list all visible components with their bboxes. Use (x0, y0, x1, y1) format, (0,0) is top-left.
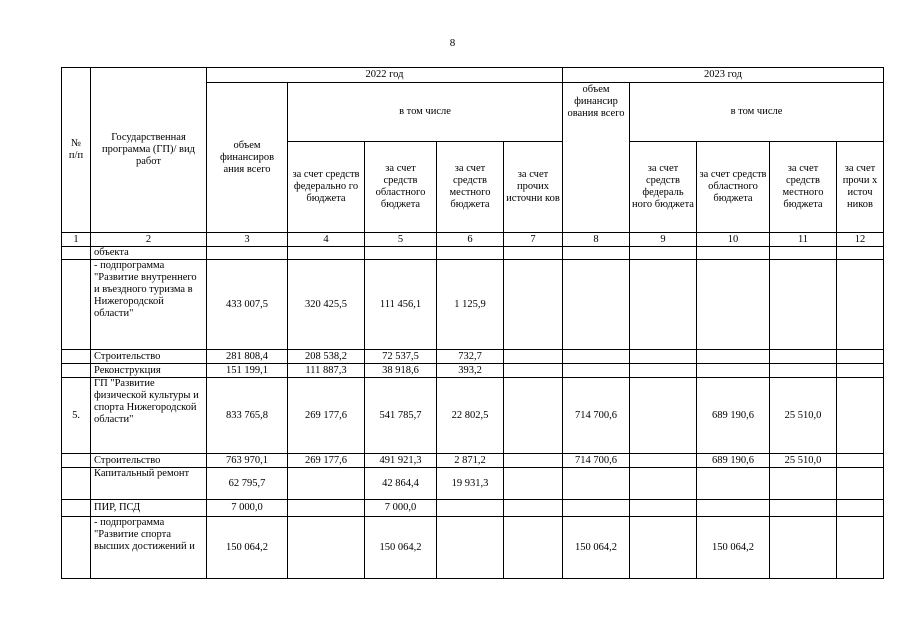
cell-regional-2022: 111 456,1 (365, 260, 437, 350)
cell-other-2023 (837, 364, 884, 378)
cell-total-2022: 151 199,1 (207, 364, 288, 378)
table-row (62, 378, 884, 454)
row-title: - подпрограмма "Развитие спорта высших достижений и (91, 517, 207, 579)
cell-local-2023 (770, 468, 837, 500)
cell-federal-2022 (288, 247, 365, 260)
cell-federal-2022 (288, 517, 365, 579)
cell-total-2023 (563, 247, 630, 260)
cell-other-2023 (837, 260, 884, 350)
cell-federal-2023 (630, 364, 697, 378)
row-num (62, 468, 91, 500)
cell-local-2022: 19 931,3 (437, 468, 504, 500)
cell-other-2023 (837, 247, 884, 260)
cell-other-2022 (504, 468, 563, 500)
cell-federal-2023 (630, 378, 697, 454)
header-year-2022: 2022 год (207, 68, 563, 83)
header-federal-2022: за счет средств федерально го бюджета (288, 142, 365, 233)
table-row (62, 364, 884, 378)
cell-total-2022: 7 000,0 (207, 500, 288, 517)
col-number: 7 (504, 233, 563, 247)
row-title: Реконструкция (91, 364, 207, 378)
cell-local-2023: 25 510,0 (770, 454, 837, 468)
row-title: Строительство (91, 454, 207, 468)
col-number: 5 (365, 233, 437, 247)
cell-federal-2023 (630, 247, 697, 260)
column-number-row (62, 233, 884, 247)
header-other-2022: за счет прочих источни ков (504, 142, 563, 233)
cell-regional-2022: 150 064,2 (365, 517, 437, 579)
cell-local-2022: 393,2 (437, 364, 504, 378)
cell-total-2023 (563, 500, 630, 517)
cell-other-2022 (504, 517, 563, 579)
header-regional-2022: за счет средств областного бюджета (365, 142, 437, 233)
table-row (62, 500, 884, 517)
table-row (62, 260, 884, 350)
cell-local-2023 (770, 247, 837, 260)
cell-local-2022 (437, 247, 504, 260)
col-number: 3 (207, 233, 288, 247)
cell-local-2022: 22 802,5 (437, 378, 504, 454)
cell-regional-2022: 491 921,3 (365, 454, 437, 468)
cell-regional-2023 (697, 500, 770, 517)
header-year-2023: 2023 год (563, 68, 884, 83)
cell-total-2023 (563, 350, 630, 364)
cell-federal-2022 (288, 468, 365, 500)
cell-regional-2023 (697, 350, 770, 364)
header-other-2023: за счет прочи х источ ников (837, 142, 884, 233)
cell-federal-2023 (630, 454, 697, 468)
header-including-2023: в том числе (630, 83, 884, 142)
cell-total-2022: 833 765,8 (207, 378, 288, 454)
cell-regional-2023 (697, 364, 770, 378)
cell-other-2022 (504, 364, 563, 378)
row-num (62, 247, 91, 260)
cell-federal-2023 (630, 350, 697, 364)
cell-regional-2023 (697, 468, 770, 500)
cell-local-2022 (437, 517, 504, 579)
cell-regional-2022: 38 918,6 (365, 364, 437, 378)
col-number: 10 (697, 233, 770, 247)
cell-total-2022: 150 064,2 (207, 517, 288, 579)
row-title: ПИР, ПСД (91, 500, 207, 517)
row-num (62, 454, 91, 468)
header-including-2022: в том числе (288, 83, 563, 142)
cell-local-2023 (770, 350, 837, 364)
header-local-2023: за счет средств местного бюджета (770, 142, 837, 233)
cell-total-2023 (563, 260, 630, 350)
cell-local-2023 (770, 364, 837, 378)
cell-other-2022 (504, 350, 563, 364)
cell-federal-2023 (630, 517, 697, 579)
cell-regional-2023 (697, 260, 770, 350)
row-title: ГП "Развитие физической культуры и спорта Нижегородской области" (91, 378, 207, 454)
col-number: 1 (62, 233, 91, 247)
cell-local-2022: 732,7 (437, 350, 504, 364)
col-number: 6 (437, 233, 504, 247)
cell-local-2023 (770, 517, 837, 579)
cell-other-2022 (504, 454, 563, 468)
cell-other-2023 (837, 454, 884, 468)
cell-federal-2022: 320 425,5 (288, 260, 365, 350)
cell-regional-2022 (365, 247, 437, 260)
cell-other-2023 (837, 517, 884, 579)
cell-other-2022 (504, 378, 563, 454)
cell-regional-2023: 150 064,2 (697, 517, 770, 579)
row-num (62, 500, 91, 517)
cell-federal-2022: 269 177,6 (288, 454, 365, 468)
cell-other-2022 (504, 260, 563, 350)
page-number: 8 (449, 37, 456, 49)
row-num: 5. (62, 378, 91, 454)
cell-local-2023 (770, 500, 837, 517)
cell-regional-2022: 541 785,7 (365, 378, 437, 454)
row-title: объекта (91, 247, 207, 260)
cell-regional-2022: 72 537,5 (365, 350, 437, 364)
header-local-2022: за счет средств местного бюджета (437, 142, 504, 233)
cell-total-2022: 281 808,4 (207, 350, 288, 364)
cell-regional-2022: 42 864,4 (365, 468, 437, 500)
header-program: Государственная программа (ГП)/ вид работ (91, 68, 207, 233)
row-title: Капитальный ремонт (91, 468, 207, 500)
col-number: 12 (837, 233, 884, 247)
cell-federal-2023 (630, 468, 697, 500)
cell-local-2023 (770, 260, 837, 350)
cell-other-2022 (504, 500, 563, 517)
table-row (62, 517, 884, 579)
cell-federal-2022 (288, 500, 365, 517)
table-row (62, 247, 884, 260)
header-total-2022: объем финансиров ания всего (207, 83, 288, 233)
cell-total-2023: 714 700,6 (563, 378, 630, 454)
header-regional-2023: за счет средств областного бюджета (697, 142, 770, 233)
cell-local-2022 (437, 500, 504, 517)
cell-federal-2023 (630, 260, 697, 350)
financing-table (61, 67, 884, 579)
cell-federal-2022: 269 177,6 (288, 378, 365, 454)
cell-other-2023 (837, 500, 884, 517)
col-number: 2 (91, 233, 207, 247)
cell-local-2023: 25 510,0 (770, 378, 837, 454)
cell-federal-2022: 208 538,2 (288, 350, 365, 364)
cell-total-2022: 433 007,5 (207, 260, 288, 350)
cell-total-2022: 62 795,7 (207, 468, 288, 500)
cell-regional-2022: 7 000,0 (365, 500, 437, 517)
cell-total-2023: 714 700,6 (563, 454, 630, 468)
header-num: № п/п (62, 68, 91, 233)
header-federal-2023: за счет средств федераль ного бюджета (630, 142, 697, 233)
cell-other-2023 (837, 468, 884, 500)
cell-other-2022 (504, 247, 563, 260)
table-row (62, 454, 884, 468)
cell-federal-2022: 111 887,3 (288, 364, 365, 378)
cell-regional-2023: 689 190,6 (697, 454, 770, 468)
cell-local-2022: 2 871,2 (437, 454, 504, 468)
col-number: 11 (770, 233, 837, 247)
cell-federal-2023 (630, 500, 697, 517)
cell-total-2023 (563, 364, 630, 378)
row-title: Строительство (91, 350, 207, 364)
row-num (62, 517, 91, 579)
row-num (62, 260, 91, 350)
table-row (62, 350, 884, 364)
cell-regional-2023: 689 190,6 (697, 378, 770, 454)
cell-other-2023 (837, 350, 884, 364)
cell-other-2023 (837, 378, 884, 454)
cell-total-2022 (207, 247, 288, 260)
row-title: - подпрограмма "Развитие внутреннего и въездного туризма в Нижегородской области" (91, 260, 207, 350)
cell-total-2023 (563, 468, 630, 500)
cell-total-2022: 763 970,1 (207, 454, 288, 468)
row-num (62, 350, 91, 364)
col-number: 9 (630, 233, 697, 247)
cell-regional-2023 (697, 247, 770, 260)
header-total-2023: объем финансир ования всего (563, 83, 630, 233)
col-number: 4 (288, 233, 365, 247)
row-num (62, 364, 91, 378)
cell-local-2022: 1 125,9 (437, 260, 504, 350)
cell-total-2023: 150 064,2 (563, 517, 630, 579)
table-row (62, 468, 884, 500)
col-number: 8 (563, 233, 630, 247)
